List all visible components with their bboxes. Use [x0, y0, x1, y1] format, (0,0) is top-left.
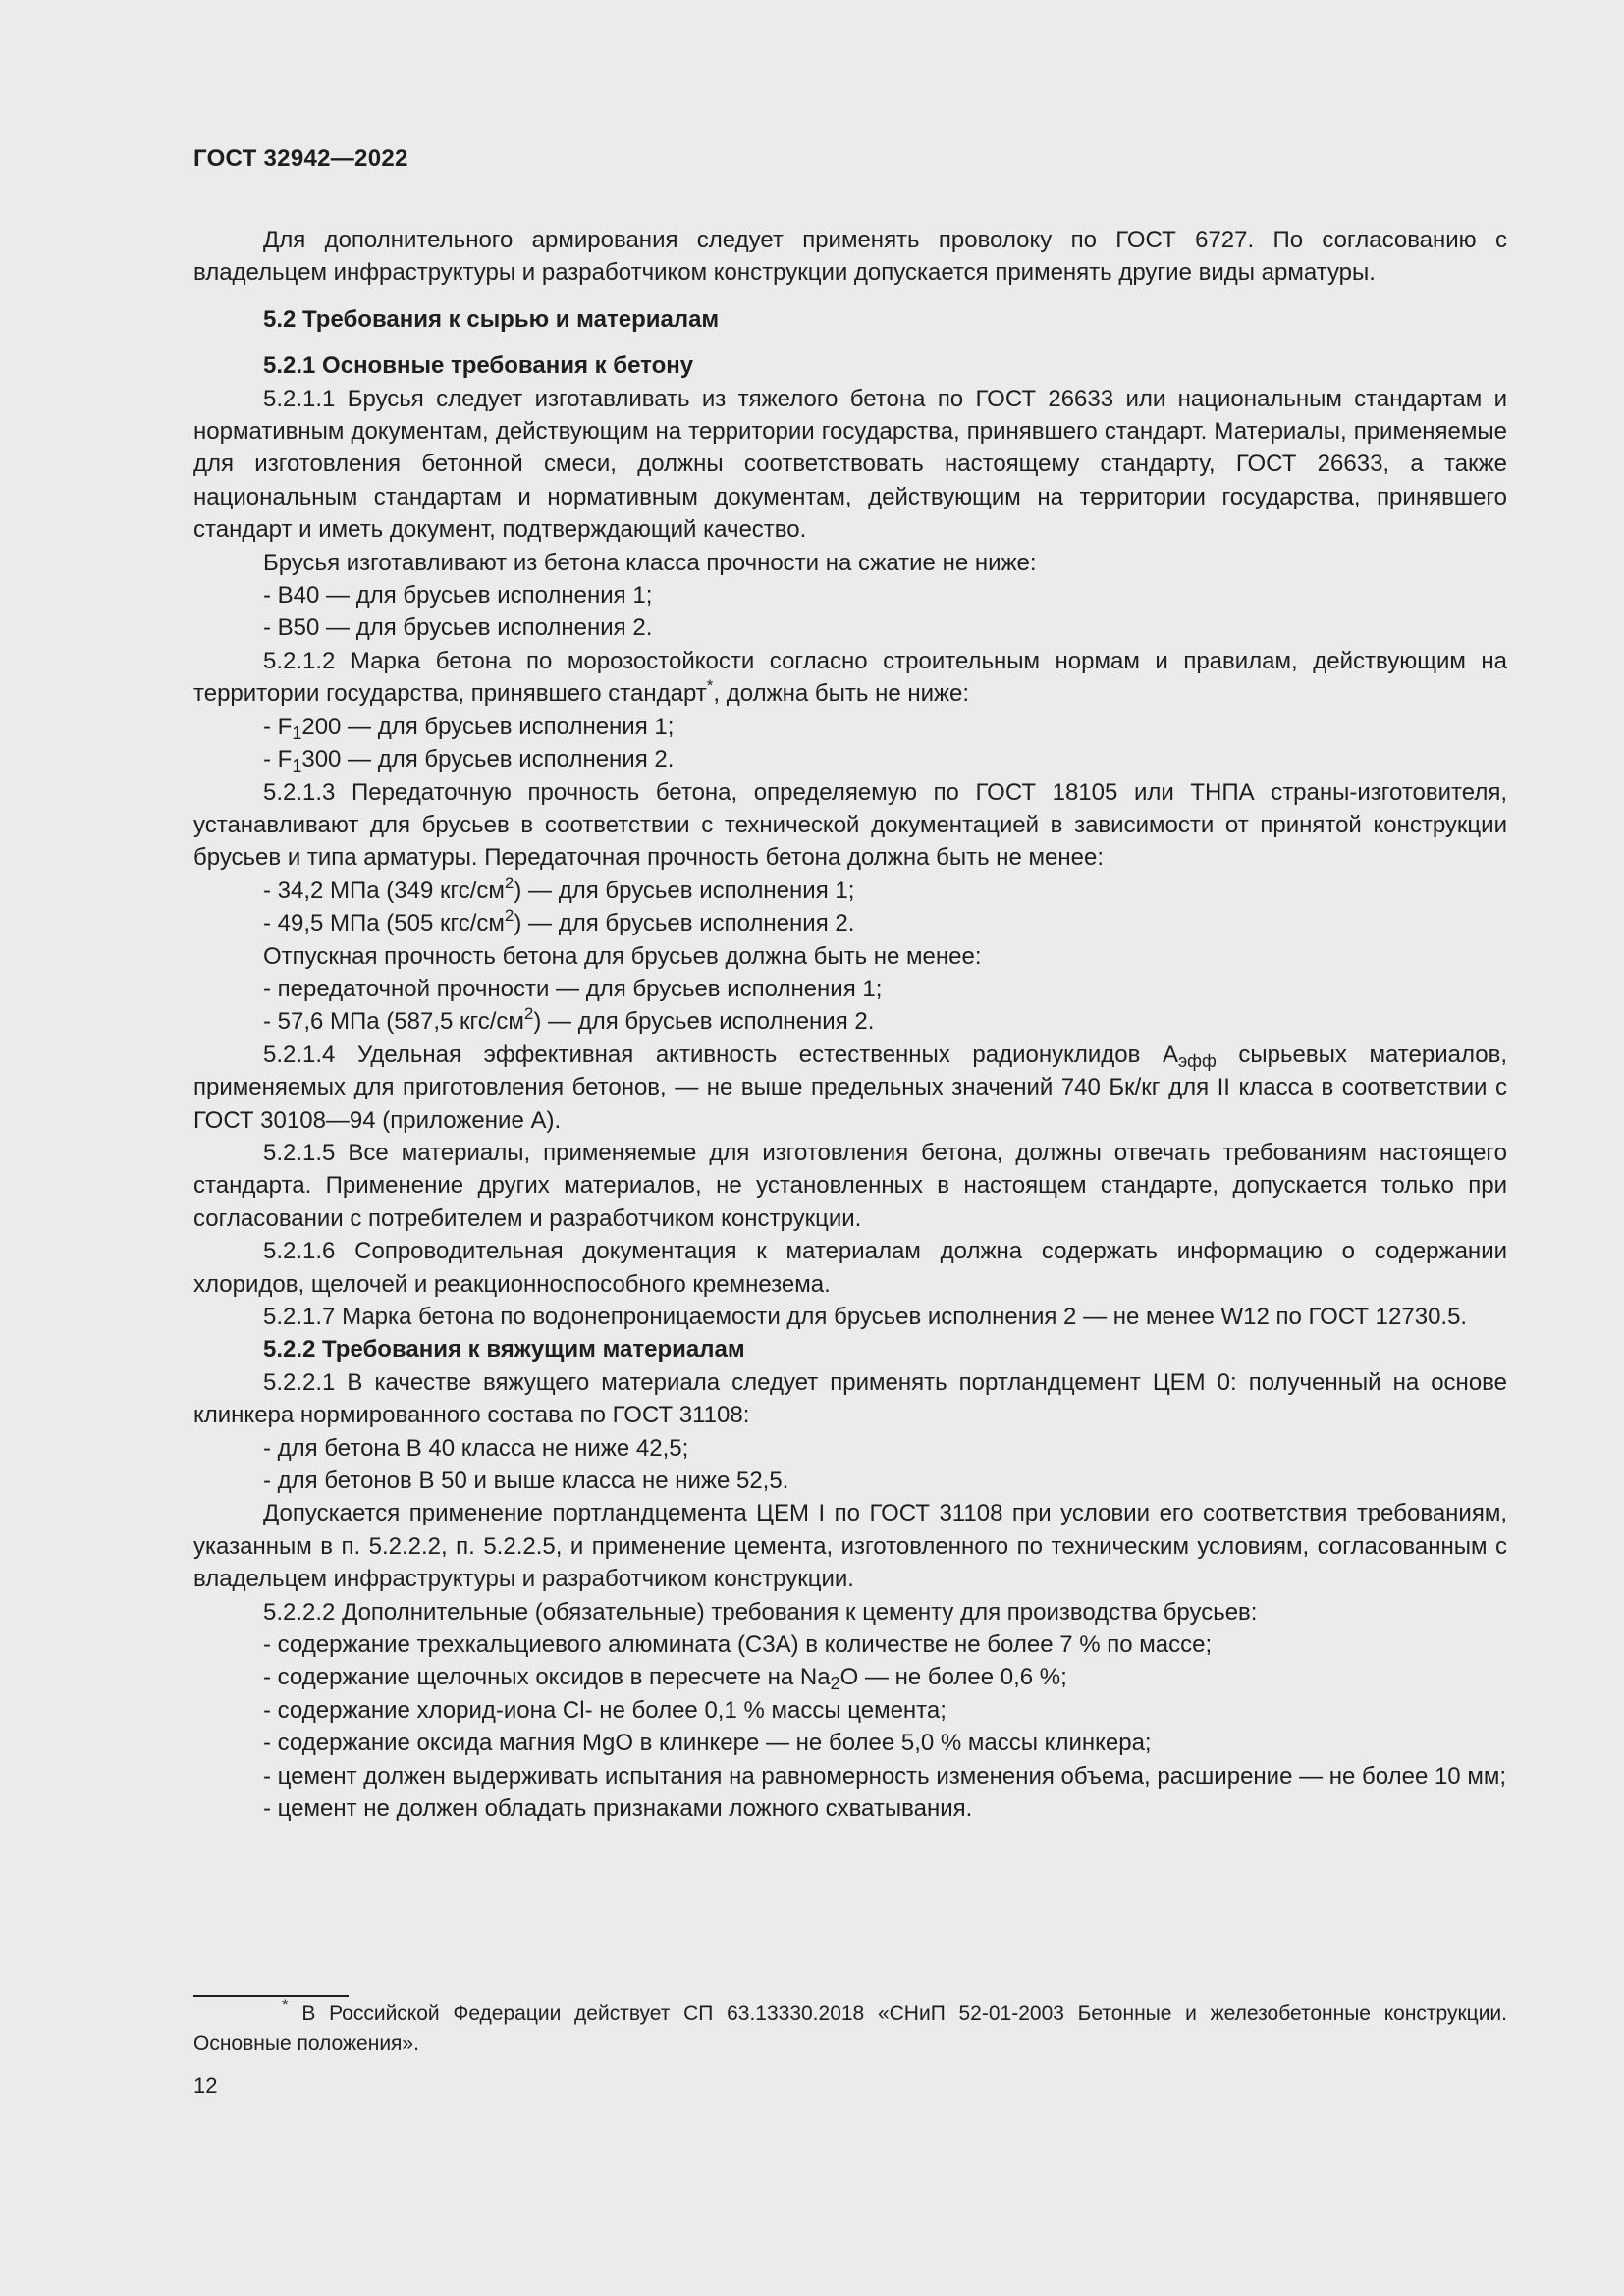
footnote-ref: *: [706, 676, 714, 696]
list-item-b50: - В50 — для брусьев исполнения 2.: [263, 614, 653, 642]
list-item-57-6: - 57,6 МПа (587,5 кгс/$см^2$) — для брусьев исполнения 2.: [263, 1004, 875, 1036]
document-header: ГОСТ 32942—2022: [193, 145, 408, 172]
paragraph-release-strength: Отпускная прочность бетона для брусьев должна быть не менее:: [263, 942, 982, 970]
list-item-mgo: - содержание оксида магния MgO в клинкере — не более 5,0 % массы клинкера;: [263, 1730, 1152, 1757]
list-item-na2o: - содержание щелочных оксидов в пересчете на $Na_2О$ — не более 0,6 %;: [263, 1664, 1067, 1694]
list-item-f1-300: - $F_1300$ — для брусьев исполнения 2.: [263, 746, 675, 776]
paragraph-5-2-1-1: 5.2.1.1 Брусья следует изготавливать из тяжелого бетона по ГОСТ 26633 или национальным стандартам и нормативным документам, действующим на территории государства, принявшего стандарт. Материалы, применяемые для изготовления бетонной смеси, должны соответствовать настоящему стандарту, ГОСТ 26633, а также национальным стандартам и нормативным документам, действующим на территории государства, принявшего стандарт и иметь документ, подтверждающий качество.: [193, 385, 1507, 544]
document-body: [193, 224, 1507, 1826]
paragraph-5-2-1-6: 5.2.1.6 Сопроводительная документация к материалам должна содержать информацию о содержании хлоридов, щелочей и реакционноспособного кремнезема.: [193, 1238, 1507, 1298]
list-item-b40-cement: - для бетона В 40 класса не ниже 42,5;: [263, 1434, 689, 1462]
list-item-49-5: - 49,5 МПа (505 кгс/$см^2$) — для брусьев исполнения 2.: [263, 906, 855, 937]
heading-5-2-2: 5.2.2 Требования к вяжущим материалам: [263, 1336, 745, 1363]
list-item-b50-cement: - для бетонов В 50 и выше класса не ниже 52,5.: [263, 1468, 789, 1495]
list-item-34-2: - 34,2 МПа (349 кгс/$см^2$) — для брусьев исполнения 1;: [263, 873, 855, 904]
paragraph-5-2-1-2: 5.2.1.2 Марка бетона по морозостойкости согласно строительным нормам и правилам, действующим на территории государства, принявшего стандарт*, должна быть не ниже:: [193, 647, 1507, 708]
paragraph-5-2-1-3: 5.2.1.3 Передаточную прочность бетона, определяемую по ГОСТ 18105 или ТНПА страны-изготовителя, устанавливают для брусьев в соответствии с технической документацией в зависимости от принятой конструкции брусьев и типа арматуры. Передаточная прочность бетона должна быть не менее:: [193, 778, 1507, 872]
page-number: 12: [193, 2073, 218, 2098]
paragraph-intro: Для дополнительного армирования следует применять проволоку по ГОСТ 6727. По согласованию с владельцем инфраструктуры и разработчиком конструкции допускается применять другие виды арматуры.: [193, 227, 1507, 287]
footnote: * В Российской Федерации действует СП 63.13330.2018 «СНиП 52-01-2003 Бетонные и железобетонные конструкции. Основные положения».: [193, 1996, 1507, 2055]
footnote-divider: [193, 1995, 349, 1997]
footnote-mark: *: [282, 1996, 289, 2014]
paragraph-cem-i: Допускается применение портландцемента ЦЕМ I по ГОСТ 31108 при условии его соответствия требованиям, указанным в п. 5.2.2.2, п. 5.2.2.5, и применение цемента, изготовленного по техническим условиям, согласованным с владельцем инфраструктуры и разработчиком конструкции.: [193, 1500, 1507, 1593]
list-item-c3a: - содержание трехкальциевого алюмината (С3А) в количестве не более 7 % по массе;: [263, 1631, 1213, 1659]
paragraph-5-2-2-2: 5.2.2.2 Дополнительные (обязательные) требования к цементу для производства брусьев:: [263, 1598, 1258, 1626]
list-item-volume: - цемент должен выдерживать испытания на равномерность изменения объема, расширение — не более 10 мм;: [263, 1762, 1506, 1789]
paragraph-5-2-2-1: 5.2.2.1 В качестве вяжущего материала следует применять портландцемент ЦЕМ 0: полученный на основе клинкера нормированного состава по ГОСТ 31108:: [193, 1368, 1507, 1429]
paragraph-5-2-1-5: 5.2.1.5 Все материалы, применяемые для изготовления бетона, должны отвечать требованиям настоящего стандарта. Применение других материалов, не установленных в настоящем стандарте, допускается только при согласовании с потребителем и разработчиком конструкции.: [193, 1139, 1507, 1232]
list-item-transfer: - передаточной прочности — для брусьев исполнения 1;: [263, 975, 883, 1002]
list-item-chloride: - содержание хлорид-иона Cl- не более 0,1 % массы цемента;: [263, 1696, 947, 1724]
list-item-false-set: - цемент не должен обладать признаками ложного схватывания.: [263, 1795, 973, 1823]
list-item-b40: - В40 — для брусьев исполнения 1;: [263, 582, 653, 610]
heading-5-2: 5.2 Требования к сырью и материалам: [263, 305, 720, 333]
paragraph-5-2-1-7: 5.2.1.7 Марка бетона по водонепроницаемости для брусьев исполнения 2 — не менее W12 по ГОСТ 12730.5.: [263, 1304, 1468, 1330]
paragraph-class: Брусья изготавливают из бетона класса прочности на сжатие не ниже:: [263, 549, 1037, 576]
list-item-f1-200: - $F_1200$ — для брусьев исполнения 1;: [263, 713, 675, 743]
heading-5-2-1: 5.2.1 Основные требования к бетону: [263, 352, 694, 380]
paragraph-5-2-1-4: 5.2.1.4 Удельная эффективная активность естественных радионуклидов $А_{эфф}$ сырьевых материалов, применяемых для приготовления бетонов, — не выше предельных значений 740 Бк/кг для II класса в соответствии с ГОСТ 30108—94 (приложение А).: [193, 1041, 1507, 1134]
